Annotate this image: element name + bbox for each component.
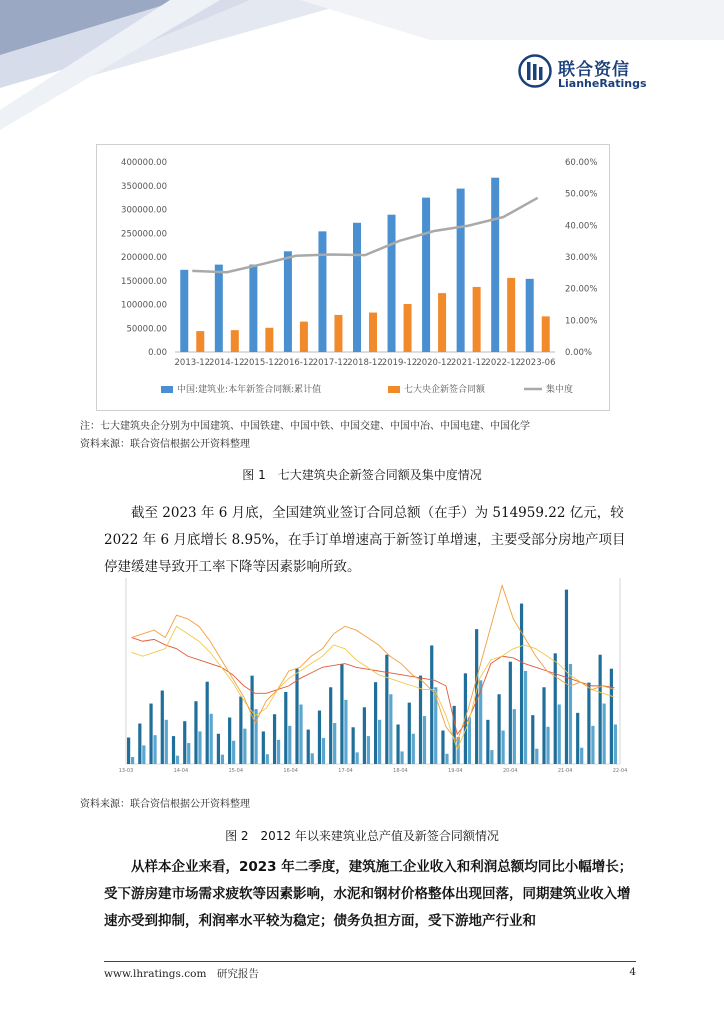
y-tick-label: 300000.00 (121, 205, 167, 216)
bar-total-contracts (180, 270, 188, 352)
bar-new-contracts (288, 726, 291, 764)
legend-label-soe: 七大央企新签合同额 (404, 385, 486, 395)
line-concentration (192, 198, 537, 272)
bar-central-soe-contracts (438, 293, 446, 352)
x-tick-label: 2016-12 (278, 358, 314, 368)
bar-output-value (509, 662, 512, 764)
x-tick-label: 2019-12 (381, 358, 418, 368)
bar-output-value (273, 714, 276, 764)
bar-total-contracts (284, 251, 292, 352)
bar-new-contracts (322, 738, 325, 764)
bar-central-soe-contracts (369, 313, 377, 352)
lianhe-logo-icon (518, 54, 552, 88)
x-tick-label: 14-04 (173, 768, 189, 774)
bar-new-contracts (558, 704, 561, 764)
y-tick-label: 200000.00 (121, 253, 167, 263)
bar-output-value (520, 604, 523, 764)
y-tick-label: 150000.00 (121, 276, 167, 287)
legend-label-total: 中国:建筑业:本年新签合同额:累计值 (177, 385, 322, 395)
x-tick-label: 2023-06 (519, 358, 556, 368)
bar-output-value (340, 664, 343, 764)
bar-new-contracts (412, 734, 415, 764)
lianhe-logo (518, 54, 648, 94)
bar-central-soe-contracts (542, 316, 550, 352)
bar-output-value (396, 724, 399, 764)
x-tick-label: 2014-12 (209, 358, 245, 368)
bar-central-soe-contracts (196, 331, 204, 352)
bar-output-value (374, 682, 377, 764)
x-tick-label: 2020-12 (416, 358, 452, 368)
y2-tick-label: 30.00% (565, 253, 598, 263)
bar-output-value (363, 707, 366, 764)
bar-new-contracts (367, 736, 370, 764)
bar-output-value (318, 711, 321, 764)
x-tick-label: 18-04 (393, 768, 408, 774)
bar-central-soe-contracts (404, 304, 412, 352)
x-tick-label: 2017-12 (312, 358, 349, 368)
bar-output-value (307, 730, 310, 764)
y-tick-label: 100000.00 (121, 300, 167, 311)
x-tick-label: 17-04 (338, 768, 353, 774)
figure2-caption: 图 2 2012 年以来建筑业总产值及新签合同额情况 (225, 829, 499, 843)
bar-new-contracts (210, 714, 213, 764)
bar-new-contracts (400, 751, 403, 764)
bar-output-value (206, 682, 209, 764)
y2-tick-label: 10.00% (565, 316, 598, 327)
bar-central-soe-contracts (231, 330, 239, 352)
bar-new-contracts (614, 724, 617, 764)
figure1-note: 注：七大建筑央企分别为中国建筑、中国铁建、中国中铁、中国交建、中国中冶、中国电建、中国化学 (80, 421, 530, 432)
x-tick-label: 20-04 (502, 768, 518, 774)
y2-tick-label: 50.00% (565, 189, 598, 200)
bar-output-value (486, 720, 489, 764)
bar-new-contracts (277, 740, 280, 764)
bar-output-value (194, 701, 197, 764)
x-tick-label: 15-04 (228, 768, 244, 774)
y-tick-label: 50000.00 (126, 324, 167, 335)
bar-output-value (464, 673, 467, 764)
x-tick-label: 19-04 (448, 768, 463, 774)
bar-output-value (542, 687, 545, 764)
growth-rate-line (132, 638, 615, 735)
bar-total-contracts (388, 215, 396, 352)
bar-new-contracts (187, 743, 190, 764)
bar-central-soe-contracts (265, 328, 273, 352)
bar-output-value (498, 694, 501, 764)
bar-new-contracts (153, 735, 156, 764)
legend-label-concentration: 集中度 (546, 385, 574, 395)
bar-output-value (441, 731, 444, 764)
bar-total-contracts (422, 198, 430, 352)
bar-new-contracts (524, 671, 527, 764)
bar-output-value (576, 713, 579, 764)
bar-total-contracts (526, 279, 534, 352)
bar-new-contracts (535, 749, 538, 764)
bar-new-contracts (255, 709, 258, 764)
bar-new-contracts (378, 720, 381, 764)
bar-output-value (228, 718, 231, 765)
bar-output-value (172, 736, 175, 764)
bar-output-value (138, 724, 141, 764)
bar-new-contracts (142, 745, 145, 764)
figure2-chart (112, 572, 634, 774)
bar-new-contracts (445, 754, 448, 764)
x-tick-label: 13-03 (118, 768, 134, 774)
bar-output-value (385, 655, 388, 764)
figure1-chart (96, 144, 610, 411)
x-tick-label: 16-04 (283, 768, 298, 774)
bar-output-value (610, 669, 613, 764)
bar-new-contracts (591, 726, 594, 764)
bar-output-value (127, 737, 130, 764)
y2-tick-label: 60.00% (565, 158, 598, 168)
bar-new-contracts (603, 704, 606, 764)
bar-new-contracts (165, 720, 168, 764)
bar-total-contracts (249, 265, 257, 352)
y2-tick-label: 40.00% (565, 221, 598, 232)
bar-central-soe-contracts (473, 287, 481, 352)
logo-chinese-text: 联合资信 (558, 60, 630, 80)
y-tick-label: 0.00 (148, 348, 167, 358)
bar-new-contracts (423, 716, 426, 764)
bar-output-value (239, 697, 242, 764)
bar-output-value (430, 645, 433, 764)
bar-new-contracts (311, 753, 314, 764)
bar-new-contracts (243, 729, 246, 764)
x-tick-label: 22-04 (612, 768, 628, 774)
figure1-source: 资料来源：联合资信根据公开资料整理 (80, 439, 250, 450)
x-tick-label: 2021-12 (450, 358, 487, 368)
body-paragraph-1: 截至 2023 年 6 月底，全国建筑业签订合同总额（在手）为 514959.22 亿元，较 2022 年 6 月底增长 8.95%，在手订单增速高于新签订单增速，主要受部分房地产项目停建缓建导致开工率下降等因素影响所致。 (104, 505, 626, 575)
bar-output-value (352, 727, 355, 764)
legend-swatch-total (161, 386, 173, 393)
bar-new-contracts (502, 731, 505, 764)
bar-central-soe-contracts (334, 315, 342, 352)
bar-output-value (587, 683, 590, 764)
figure2-svg (112, 572, 634, 774)
bar-output-value (329, 687, 332, 764)
y-tick-label: 250000.00 (121, 229, 167, 240)
bar-output-value (599, 655, 602, 764)
bar-new-contracts (580, 748, 583, 764)
footer-site-text: www.lhratings.com 研究报告 (104, 968, 259, 980)
bar-new-contracts (333, 723, 336, 764)
bar-new-contracts (344, 700, 347, 764)
growth-rate-line (132, 626, 615, 749)
bar-total-contracts (318, 231, 326, 352)
bar-new-contracts (266, 754, 269, 764)
bar-output-value (531, 715, 534, 764)
bar-output-value (183, 721, 186, 764)
legend-swatch-soe (388, 386, 400, 393)
figure1-svg (97, 145, 609, 410)
bar-output-value (408, 703, 411, 764)
bar-output-value (554, 653, 557, 764)
y2-tick-label: 0.00% (565, 348, 593, 358)
bar-central-soe-contracts (507, 278, 515, 352)
bar-total-contracts (457, 189, 465, 352)
bar-output-value (161, 691, 164, 764)
bar-output-value (217, 734, 220, 764)
logo-english-text: LianheRatings (558, 77, 647, 90)
figure2-source: 资料来源：联合资信根据公开资料整理 (80, 799, 250, 810)
x-tick-label: 2018-12 (347, 358, 383, 368)
footer-divider (104, 961, 636, 962)
body-paragraph-2: 从样本企业来看，2023 年二季度，建筑施工企业收入和利润总额均同比小幅增长；受下游房建市场需求疲软等因素影响，水泥和钢材价格整体出现回落，同期建筑业收入增速亦受到抑制，利润率水平较为稳定；债务负担方面，受下游地产行业和 (104, 859, 633, 929)
growth-rate-line (132, 585, 615, 741)
y2-tick-label: 20.00% (565, 284, 598, 295)
bar-new-contracts (299, 704, 302, 764)
page-number: 4 (629, 966, 636, 978)
bar-new-contracts (198, 731, 201, 764)
x-tick-label: 2015-12 (243, 358, 280, 368)
bar-central-soe-contracts (300, 322, 308, 352)
bar-output-value (284, 692, 287, 764)
bar-new-contracts (221, 755, 224, 764)
bar-output-value (251, 676, 254, 764)
bar-total-contracts (215, 265, 223, 352)
bar-new-contracts (389, 694, 392, 764)
x-tick-label: 2013-12 (174, 358, 211, 368)
bar-new-contracts (490, 750, 493, 764)
x-tick-label: 2022-12 (485, 358, 521, 368)
bar-new-contracts (546, 727, 549, 764)
bar-new-contracts (356, 752, 359, 764)
bar-total-contracts (353, 223, 361, 352)
bar-new-contracts (513, 709, 516, 764)
y-tick-label: 350000.00 (121, 181, 167, 192)
figure1-caption: 图 1 七大建筑央企新签合同额及集中度情况 (242, 468, 482, 482)
bar-output-value (295, 669, 298, 764)
bar-new-contracts (232, 741, 235, 764)
y-tick-label: 400000.00 (121, 158, 167, 168)
bar-output-value (149, 704, 152, 764)
x-tick-label: 21-04 (557, 768, 573, 774)
bar-new-contracts (131, 757, 134, 764)
bar-new-contracts (176, 756, 179, 764)
bar-output-value (262, 731, 265, 764)
bar-total-contracts (491, 178, 499, 352)
